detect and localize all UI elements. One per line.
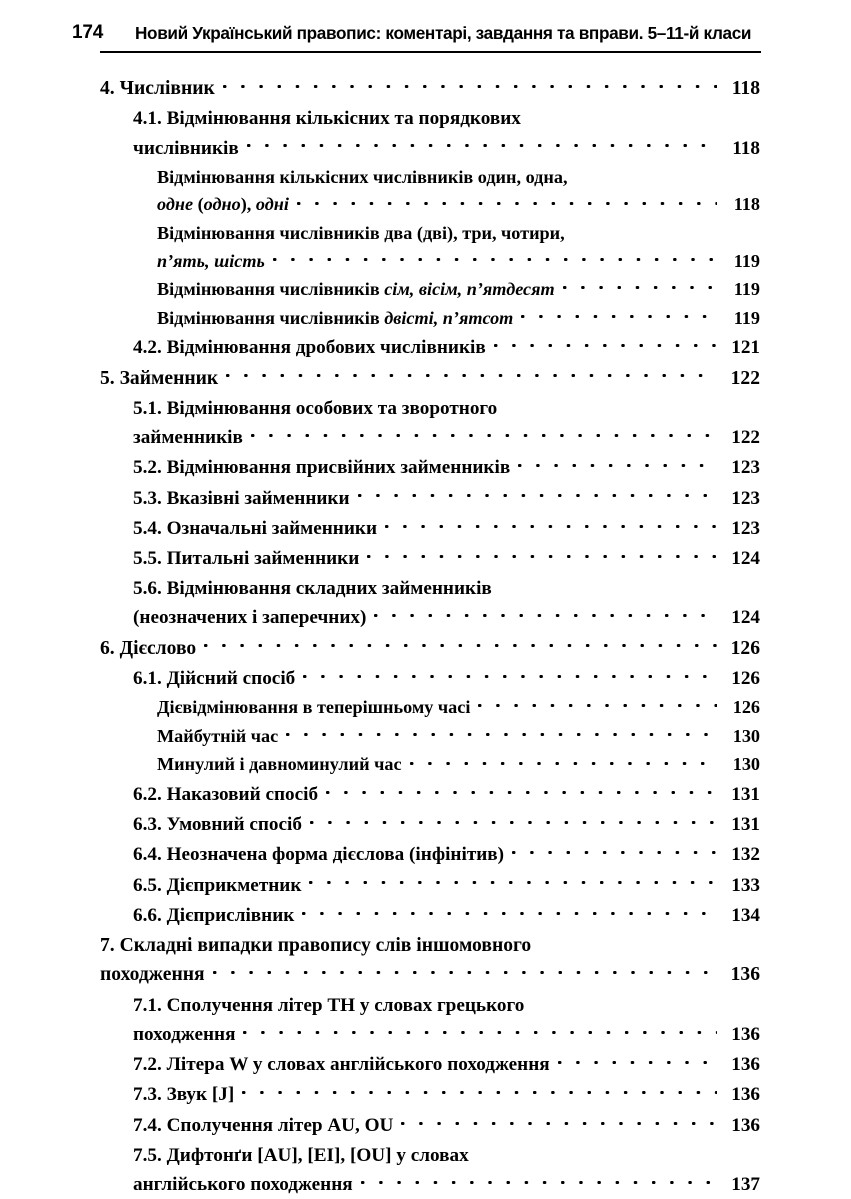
toc-entry-page-number: 132	[731, 844, 760, 866]
dot-leader	[247, 134, 717, 153]
toc-entry-label: Відмінювання числівників двісті, п’ятсот	[157, 307, 514, 328]
toc-entry[interactable]	[0, 751, 760, 779]
dot-leader	[326, 781, 717, 800]
toc-entry-row	[133, 514, 760, 543]
toc-entry-row	[133, 333, 760, 362]
toc-entry[interactable]	[0, 74, 760, 103]
toc-entry-row	[133, 544, 760, 573]
toc-entry-label: 6.5. Дієприкметник	[133, 874, 302, 896]
toc-entry-row	[133, 453, 760, 482]
toc-entry[interactable]	[0, 871, 760, 900]
toc-entry-line: 5.1. Відмінювання особових та зворотного	[133, 397, 498, 419]
toc-entry-label: 5.4. Означальні займенники	[133, 517, 377, 539]
dot-leader	[310, 811, 717, 830]
toc-entry[interactable]	[0, 364, 760, 393]
dot-leader	[518, 454, 717, 473]
dot-leader	[494, 334, 717, 353]
toc-entry-line: 7.1. Сполучення літер ТН у словах грецького	[133, 994, 525, 1016]
toc-entry[interactable]	[0, 901, 760, 930]
dot-leader	[303, 665, 717, 684]
toc-entry[interactable]	[0, 514, 760, 543]
toc-entry-page-number: 130	[732, 754, 760, 775]
toc-entry[interactable]	[0, 104, 760, 162]
dot-leader	[563, 277, 717, 295]
dot-leader	[204, 634, 717, 654]
toc-entry-page-number: 123	[731, 457, 760, 479]
toc-entry[interactable]	[0, 574, 760, 632]
running-head-rule	[100, 51, 761, 53]
toc-entry-label: 5.3. Вказівні займенники	[133, 487, 350, 509]
toc-entry[interactable]	[0, 634, 760, 663]
table-of-contents	[0, 74, 851, 1199]
toc-entry-label: 5. Займенник	[100, 367, 219, 389]
toc-entry-label: походження	[133, 1024, 236, 1046]
toc-entry-page-number: 134	[731, 904, 760, 926]
toc-entry-label: 5.5. Питальні займенники	[133, 548, 360, 569]
toc-entry-label: 4. Числівник	[100, 78, 215, 99]
dot-leader	[358, 484, 717, 503]
toc-entry-row	[133, 780, 760, 809]
toc-entry-row	[133, 1020, 760, 1049]
toc-entry[interactable]	[0, 164, 760, 219]
toc-entry-page-number: 131	[731, 814, 760, 836]
toc-entry-page-number: 118	[732, 137, 760, 159]
toc-entry[interactable]	[0, 394, 760, 452]
toc-entry[interactable]	[0, 723, 760, 751]
toc-entry[interactable]	[0, 333, 760, 362]
toc-entry-line: 4.1. Відмінювання кількісних та порядкових	[133, 108, 521, 130]
toc-entry-label: Минулий і давноминулий час	[157, 754, 402, 775]
toc-entry-row	[100, 634, 760, 663]
toc-entry[interactable]	[0, 484, 760, 513]
toc-entry-label: (неозначених і заперечних)	[133, 607, 367, 629]
toc-entry-page-number: 122	[731, 427, 760, 449]
toc-entry-row	[133, 1080, 760, 1109]
dot-leader	[251, 424, 717, 443]
dot-leader	[361, 1171, 717, 1190]
toc-entry-page-number: 121	[731, 337, 760, 359]
toc-entry[interactable]	[0, 544, 760, 573]
toc-entry[interactable]	[0, 305, 760, 333]
dot-leader	[374, 604, 717, 623]
toc-entry-page-number: 123	[731, 487, 760, 509]
toc-entry-page-number: 118	[731, 78, 760, 99]
toc-entry-page-number: 126	[731, 668, 760, 690]
toc-entry-page-number: 136	[730, 964, 760, 986]
dot-leader	[223, 74, 717, 94]
toc-entry-row	[133, 840, 760, 869]
toc-entry[interactable]	[0, 220, 760, 275]
toc-entry-label: 7.3. Звук [J]	[133, 1084, 235, 1106]
dot-leader	[410, 752, 717, 770]
toc-entry-row	[133, 871, 760, 900]
dot-leader	[385, 515, 717, 534]
toc-entry-label: 7.2. Літера W у словах англійського походження	[133, 1054, 550, 1076]
toc-entry-row	[157, 276, 760, 304]
toc-entry-row	[157, 191, 760, 219]
toc-entry-row	[157, 248, 760, 276]
dot-leader	[512, 841, 717, 860]
toc-entry[interactable]	[0, 694, 760, 722]
toc-entry-label: одне (одно), одні	[157, 194, 289, 215]
toc-entry-row	[133, 810, 760, 839]
toc-entry-line: 5.6. Відмінювання складних займенників	[133, 578, 492, 600]
toc-entry-label: 6.6. Дієприслівник	[133, 904, 295, 926]
toc-entry-label: 4.2. Відмінювання дробових числівників	[133, 337, 486, 359]
toc-entry-page-number: 133	[731, 874, 760, 896]
toc-entry-row	[157, 751, 760, 779]
toc-entry-row	[133, 484, 760, 513]
toc-entry-row	[133, 1111, 760, 1140]
toc-entry[interactable]	[0, 931, 760, 990]
dot-leader	[286, 724, 717, 742]
toc-entry-row	[133, 1050, 760, 1079]
toc-entry[interactable]	[0, 1080, 760, 1109]
toc-entry-label: Відмінювання числівників сім, вісім, п’ятдесят	[157, 279, 555, 300]
toc-entry-row	[133, 134, 760, 163]
dot-leader	[297, 192, 717, 210]
toc-entry-label: 5.2. Відмінювання присвійних займенників	[133, 457, 511, 479]
toc-entry-page-number: 136	[731, 1054, 760, 1076]
toc-entry-row	[100, 364, 760, 393]
toc-entry-row	[100, 74, 760, 103]
toc-entry-row	[157, 694, 760, 722]
dot-leader	[226, 364, 717, 384]
dot-leader	[213, 961, 717, 981]
dot-leader	[367, 545, 717, 564]
toc-entry-label: 6.1. Дійсний спосіб	[133, 668, 296, 690]
toc-entry-label: п’ять, шість	[157, 250, 265, 271]
page-folio-number: 174	[72, 22, 104, 43]
dot-leader	[309, 871, 717, 890]
toc-entry[interactable]	[0, 810, 760, 839]
toc-entry[interactable]	[0, 1141, 760, 1199]
toc-entry-row	[133, 603, 760, 632]
toc-entry-page-number: 130	[732, 725, 760, 746]
dot-leader	[242, 1081, 717, 1100]
toc-entry-page-number: 126	[732, 697, 760, 718]
dot-leader	[401, 1111, 717, 1130]
dot-leader	[273, 248, 717, 266]
toc-entry-page-number: 119	[733, 307, 760, 328]
toc-entry-label: Майбутній час	[157, 725, 279, 746]
toc-entry-page-number: 123	[731, 517, 760, 539]
dot-leader	[243, 1021, 717, 1040]
toc-entry-label: Дієвідмінювання в теперішньому часі	[157, 697, 471, 718]
toc-entry[interactable]	[0, 453, 760, 482]
toc-entry-page-number: 119	[733, 279, 760, 300]
toc-entry[interactable]	[0, 664, 760, 693]
toc-entry-row	[133, 1170, 760, 1199]
toc-entry-label: 6.3. Умовний спосіб	[133, 814, 302, 836]
toc-entry-page-number: 119	[733, 250, 760, 271]
toc-entry-row	[133, 423, 760, 452]
toc-entry-line: Відмінювання числівників два (дві), три, чотири,	[157, 223, 565, 243]
toc-entry[interactable]	[0, 780, 760, 809]
toc-entry-page-number: 126	[730, 637, 760, 659]
toc-entry-row	[133, 664, 760, 693]
toc-entry-line: 7. Складні випадки правопису слів іншомовного	[100, 935, 532, 957]
toc-entry-row	[157, 723, 760, 751]
toc-entry-page-number: 136	[731, 1084, 760, 1106]
dot-leader	[521, 306, 717, 324]
toc-entry-page-number: 131	[731, 784, 760, 805]
toc-entry-line: Відмінювання кількісних числівників один, одна,	[157, 166, 568, 187]
dot-leader	[558, 1051, 717, 1070]
toc-entry-label: 6.2. Наказовий спосіб	[133, 784, 319, 805]
toc-entry-label: походження	[100, 964, 205, 986]
toc-entry-label: 7.4. Сполучення літер AU, OU	[133, 1114, 394, 1136]
toc-entry[interactable]	[0, 276, 760, 304]
toc-entry-row	[133, 901, 760, 930]
toc-entry-row	[100, 960, 760, 989]
toc-entry-page-number: 122	[730, 367, 760, 389]
toc-entry[interactable]	[0, 1111, 760, 1140]
toc-entry-page-number: 124	[731, 548, 760, 569]
toc-entry-label: 6.4. Неозначена форма дієслова (інфінітив)	[133, 844, 505, 866]
running-head	[0, 20, 851, 64]
toc-entry[interactable]	[0, 1050, 760, 1079]
toc-entry-label: займенників	[133, 427, 243, 449]
toc-entry-label: 6. Дієслово	[100, 637, 197, 659]
toc-entry-label: числівників	[133, 137, 239, 159]
toc-entry-page-number: 137	[731, 1174, 760, 1196]
dot-leader	[478, 695, 717, 713]
toc-entry[interactable]	[0, 840, 760, 869]
toc-entry-row	[157, 305, 760, 333]
toc-entry-label: англійського походження	[133, 1174, 353, 1196]
toc-entry-page-number: 124	[731, 607, 760, 629]
toc-entry-line: 7.5. Дифтонґи [AU], [EI], [OU] у словах	[133, 1144, 469, 1166]
running-head-title: Новий Український правопис: коментарі, завдання та вправи. 5–11-й класи	[135, 23, 752, 43]
toc-entry-page-number: 136	[731, 1024, 760, 1046]
toc-entry-page-number: 136	[731, 1114, 760, 1136]
dot-leader	[302, 902, 717, 921]
toc-entry[interactable]	[0, 991, 760, 1049]
toc-entry-page-number: 118	[733, 194, 760, 215]
